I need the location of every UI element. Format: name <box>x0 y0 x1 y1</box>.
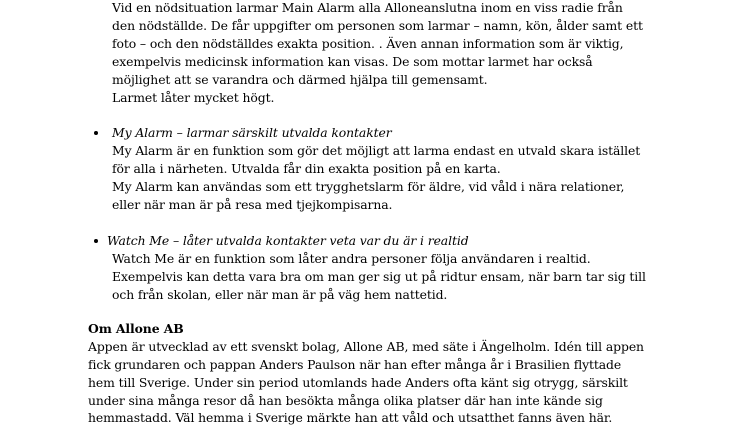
main-alarm-line: foto – och den nödställdes exakta position. . Även annan information som är viktig, <box>112 36 624 51</box>
my-alarm-heading: My Alarm – larmar särskilt utvalda kontakter <box>112 125 392 140</box>
main-alarm-line: möjlighet att se varandra och därmed hjälpa till gemensamt. <box>112 72 488 87</box>
main-alarm-line: Larmet låter mycket högt. <box>112 90 275 105</box>
watch-me-line: Exempelvis kan detta vara bra om man ger sig ut på ridtur ensam, när barn tar sig till <box>112 269 646 284</box>
about-line: fick grundaren och pappan Anders Paulson när han efter många år i Brasilien flyttade <box>88 357 622 372</box>
about-line: under sina många resor då han besökta många olika platser där han inte kände sig <box>88 393 603 408</box>
bullet-icon <box>94 239 98 243</box>
watch-me-line: Watch Me är en funktion som låter andra personer följa användaren i realtid. <box>112 251 591 266</box>
watch-me-line: och från skolan, eller när man är på väg hem nattetid. <box>112 287 448 302</box>
main-alarm-line: Vid en nödsituation larmar Main Alarm alla Alloneanslutna inom en viss radie från <box>112 0 623 15</box>
about-line: hemmastadd. Väl hemma i Sverige märkte han att våld och utsatthet fanns även här. <box>88 410 613 425</box>
main-alarm-line: den nödställde. De får uppgifter om personen som larmar – namn, kön, ålder samt ett <box>112 18 643 33</box>
bullet-icon <box>94 131 98 135</box>
about-line: hem till Sverige. Under sin period utomlands hade Anders ofta känt sig otrygg, särskilt <box>88 375 628 390</box>
main-alarm-line: exempelvis medicinsk information kan visas. De som mottar larmet har också <box>112 54 593 69</box>
my-alarm-line: för alla i närheten. Utvalda får din exakta position på en karta. <box>112 161 501 176</box>
about-line: Appen är utvecklad av ett svenskt bolag, Allone AB, med säte i Ängelholm. Idén till appen <box>88 339 644 354</box>
about-heading: Om Allone AB <box>88 321 184 336</box>
watch-me-heading: Watch Me – låter utvalda kontakter veta var du är i realtid <box>107 233 469 248</box>
my-alarm-line: eller när man är på resa med tjejkompisarna. <box>112 197 393 212</box>
my-alarm-line: My Alarm är en funktion som gör det möjligt att larma endast en utvald skara istället <box>112 143 641 158</box>
my-alarm-line: My Alarm kan användas som ett trygghetslarm för äldre, vid våld i nära relationer, <box>112 179 625 194</box>
